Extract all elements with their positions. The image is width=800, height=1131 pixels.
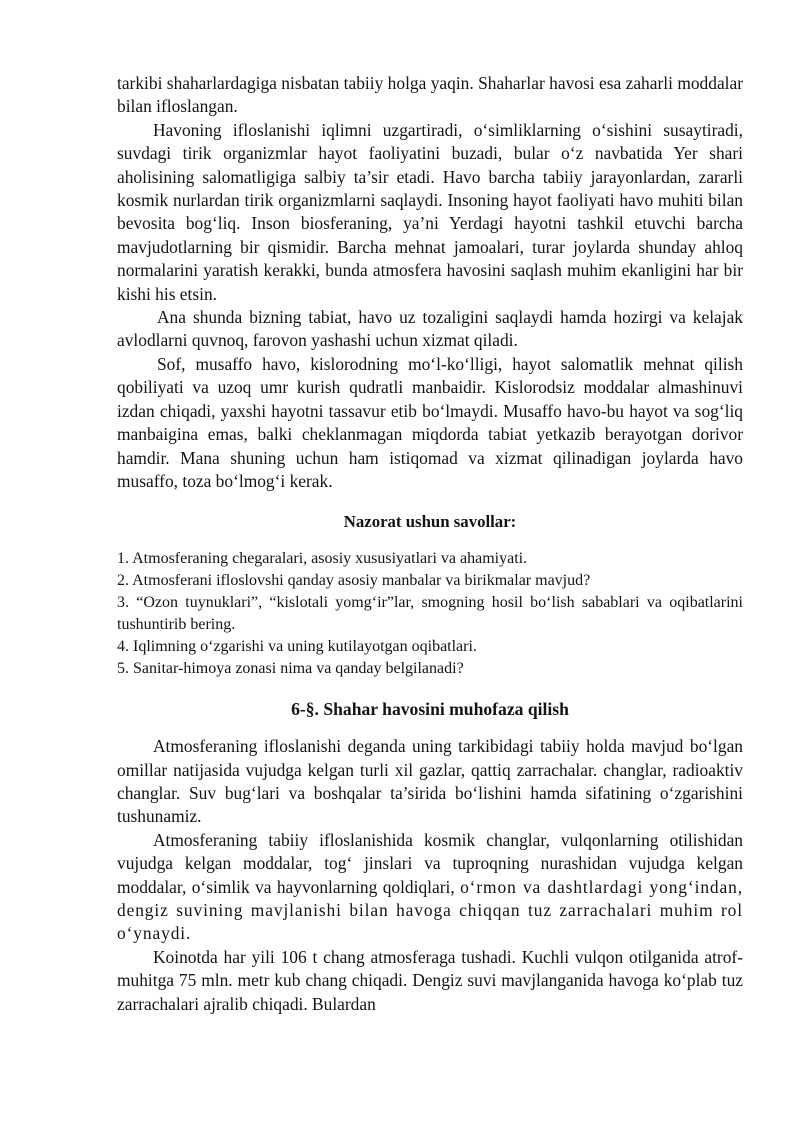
question-item: 5. Sanitar-himoya zonasi nima va qanday belgilanadi? [117,659,464,677]
paragraph-text: Atmosferaning tabiiy ifloslanishida kosmik changlar, vulqonlarning otilishidan vujudga kelgan moddalar, tog‘ jinslari va tuproqning nurashidan vujudga kelgan moddalar, o‘simlik va hayvonlarning qoldiqlari, [117,829,743,897]
paragraph: Sof, musaffo havo, kislorodning mo‘l-ko‘lligi, hayot salomatlik mehnat qilish qobiliyati va uzoq umr kurish qudratli manbaidir. Kislorodsiz moddalar almashinuvi izdan chiqadi, yaxshi hayotni tassavur etib bo‘lmaydi. Musaffo havo-bu hayot va sog‘liq manbaigina emas, balki cheklanmagan miqdorda tabiat yetkazib berayotgan dorivor hamdir. Mana shuning uchun ham istiqomad va xizmat qilinadigan joylarda havo musaffo, toza bo‘lmog‘i kerak. [117,353,743,491]
paragraph: Ana shunda bizning tabiat, havo uz tozaligini saqlaydi hamda hozirgi va kelajak avlodlarni quvnoq, farovon yashashi uchun xizmat qiladi. [117,307,743,351]
paragraph: Atmosferaning ifloslanishi deganda uning tarkibidagi tabiiy holda mavjud bo‘lgan omillar natijasida vujudga kelgan turli xil gazlar, qattiq zarrachalar. changlar, radioaktiv changlar. Suv bug‘lari va boshqalar ta’sirida bo‘lishini hamda sifatining o‘zgarishini tushunamiz. [117,736,743,827]
questions-list [117,548,743,680]
question-item: 1. Atmosferaning chegaralari, asosiy xususiyatlari va ahamiyati. [117,549,528,567]
paragraph: Havoning ifloslanishi iqlimni uzgartiradi, o‘simliklarning o‘sishini susaytiradi, suvdagi tirik organizmlar hayot faoliyatini buzadi, bular o‘z navbatida Yer shari aholisining salomatligiga salbiy ta’sir etadi. Havo barcha tabiiy jarayonlardan, zararli kosmik nurlardan tirik organizmlarni saqlaydi. Insoning hayot faoliyati havo muhiti bilan bevosita bog‘liq. Inson biosferaning, ya’ni Yerdagi hayotni tashkil etuvchi barcha mavjudotlarning bir qismidir. Barcha mehnat jamoalari, turar joylarda shunday ahloq normalarini yaratish kerakki, bunda atmosfera havosini saqlash muhim ekanligini har bir kishi his etsin. [117,119,743,304]
question-item: 2. Atmosferani ifloslovshi qanday asosiy manbalar va birikmalar mavjud? [117,571,591,589]
section-heading: 6-§. Shahar havosini muhofaza qilish [291,698,569,719]
question-item: 3. “Ozon tuynuklari”, “kislotali yomg‘ir”lar, smogning hosil bo‘lish sabablari va oqibatlarini tushuntirib bering. [117,593,743,633]
question-item: 4. Iqlimning o‘zgarishi va uning kutilayotgan oqibatlari. [117,637,477,655]
control-questions-heading: Nazorat ushun savollar: [343,512,517,532]
paragraph-text-spaced: o‘rmon va dashtlardagi yong‘indan, dengiz suvining mavjlanishi bilan havoga chiqqan tuz zarrachalari muhim rol o‘ynaydi. [117,876,743,944]
document-page [117,72,743,1016]
paragraph [117,829,743,946]
paragraph: Koinotda har yili 106 t chang atmosferaga tushadi. Kuchli vulqon otilganida atrof-muhitga 75 mln. metr kub chang chiqadi. Dengiz suvi mavjlanganida havoga ko‘plab tuz zarrachalari ajralib chiqadi. Bulardan [117,946,743,1014]
paragraph: tarkibi shaharlardagiga nisbatan tabiiy holga yaqin. Shaharlar havosi esa zaharli moddalar bilan ifloslangan. [117,73,743,117]
